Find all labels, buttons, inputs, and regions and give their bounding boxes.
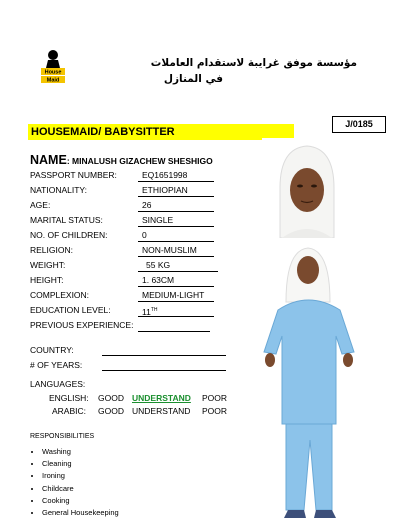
weight-value: 55 KG: [138, 260, 218, 272]
passport-label: PASSPORT NUMBER:: [30, 170, 117, 180]
experience-label: PREVIOUS EXPERIENCE:: [30, 320, 134, 330]
portrait-photo: [262, 138, 352, 238]
reference-code: J/0185: [332, 116, 386, 133]
name-label: NAME: [30, 153, 67, 167]
english-good: GOOD: [98, 393, 124, 403]
agency-name-arabic-line1: مؤسسة موفق غرايبة لاستقدام العاملات: [150, 57, 357, 69]
country-line: [102, 355, 226, 356]
education-level-number: 11: [142, 306, 151, 317]
age-value: 26: [138, 200, 214, 212]
full-body-photo: [262, 240, 358, 524]
complexion-value: MEDIUM-LIGHT: [138, 290, 214, 302]
years-line: [102, 370, 226, 371]
logo-text-top: House: [44, 69, 62, 76]
height-value: 1. 63CM: [138, 275, 214, 287]
list-item: • Ironing: [42, 470, 119, 482]
height-label: HEIGHT:: [30, 275, 64, 285]
arabic-good: GOOD: [98, 406, 124, 416]
religion-label: RELIGION:: [30, 245, 73, 255]
marital-status-label: MARITAL STATUS:: [30, 215, 103, 225]
list-item: • Cooking: [42, 495, 119, 507]
position-title: HOUSEMAID/ BABYSITTER: [28, 124, 294, 140]
children-value: 0: [138, 230, 214, 242]
weight-label: WEIGHT:: [30, 260, 66, 270]
education-level-suffix: TH: [150, 307, 158, 313]
passport-value: EQ1651998: [138, 170, 214, 182]
applicant-name: [30, 153, 213, 167]
english-poor: POOR: [202, 393, 228, 403]
responsibilities-list: [30, 446, 119, 519]
religion-value: NON-MUSLIM: [138, 245, 214, 257]
nationality-value: ETHIOPIAN: [138, 185, 214, 197]
english-label: ENGLISH:: [49, 393, 89, 403]
english-understand-selected: UNDERSTAND: [132, 393, 191, 403]
education-value: [138, 305, 214, 317]
responsibilities-title: RESPONSIBILITIES: [30, 433, 95, 440]
arabic-understand: UNDERSTAND: [132, 406, 191, 416]
arabic-poor: POOR: [202, 406, 228, 416]
agency-logo: [40, 46, 66, 84]
list-item: • General Housekeeping: [42, 507, 119, 519]
arabic-label: ARABIC:: [52, 406, 87, 416]
list-item: • Childcare: [42, 483, 119, 495]
nationality-label: NATIONALITY:: [30, 185, 87, 195]
list-item: • Cleaning: [42, 458, 119, 470]
country-label: COUNTRY:: [30, 345, 74, 355]
experience-line: [138, 331, 210, 332]
years-label: # OF YEARS:: [30, 360, 83, 370]
marital-status-value: SINGLE: [138, 215, 214, 227]
name-value: : MINALUSH GIZACHEW SHESHIGO: [66, 156, 213, 166]
children-label: NO. OF CHILDREN:: [30, 230, 108, 240]
agency-name-arabic-line2: في المنازل: [163, 73, 223, 85]
complexion-label: COMPLEXION:: [30, 290, 90, 300]
logo-text-bottom: Maid: [46, 77, 60, 84]
list-item: • Washing: [42, 446, 119, 458]
age-label: AGE:: [30, 200, 51, 210]
languages-label: LANGUAGES:: [30, 379, 86, 389]
education-label: EDUCATION LEVEL:: [30, 305, 111, 315]
